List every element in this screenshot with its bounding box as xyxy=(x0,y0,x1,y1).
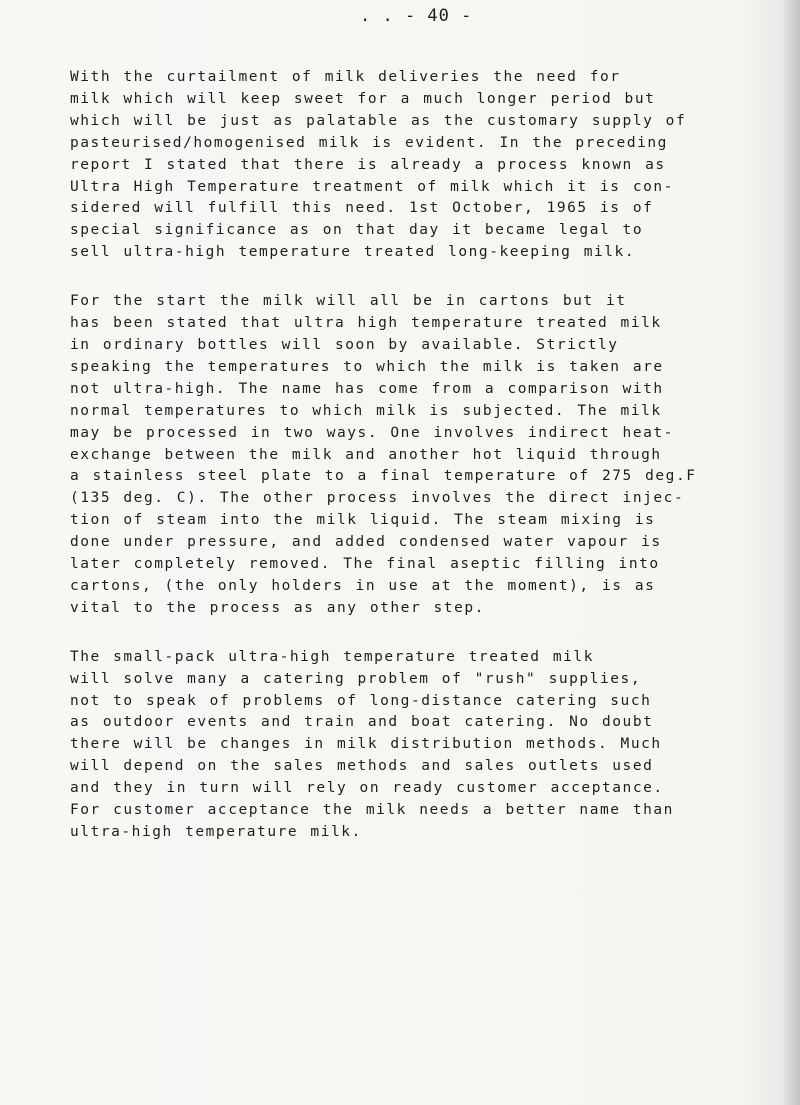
text-line: which will be just as palatable as the customary supply of xyxy=(70,112,687,129)
text-line: For customer acceptance the milk needs a better name than xyxy=(70,802,674,819)
text-line: ultra-high temperature milk. xyxy=(70,824,362,840)
text-line: a stainless steel plate to a final temperature of 275 deg.F xyxy=(70,468,697,485)
text-line: not to speak of problems of long-distance catering such xyxy=(70,692,652,709)
text-line: special significance as on that day it became legal to xyxy=(70,222,644,239)
text-line: milk which will keep sweet for a much longer period but xyxy=(70,90,656,107)
text-line: done under pressure, and added condensed water vapour is xyxy=(70,534,662,551)
text-line: sidered will fulfill this need. 1st October, 1965 is of xyxy=(70,200,654,217)
text-line: has been stated that ultra high temperature treated milk xyxy=(70,315,662,332)
text-line: in ordinary bottles will soon by available. Strictly xyxy=(70,336,619,353)
text-line: later completely removed. The final aseptic filling into xyxy=(70,556,660,573)
text-line: cartons, (the only holders in use at the moment), is as xyxy=(70,577,656,594)
text-line: not ultra-high. The name has come from a comparison with xyxy=(70,380,664,397)
text-line: For the start the milk will all be in cartons but it xyxy=(70,293,627,310)
body-text xyxy=(70,67,760,871)
paragraph-processing-methods xyxy=(70,291,760,620)
text-line: will solve many a catering problem of "rush" supplies, xyxy=(70,670,642,687)
paragraph-small-pack-catering xyxy=(70,647,760,844)
text-line: and they in turn will rely on ready customer acceptance. xyxy=(70,780,664,797)
text-line: pasteurised/homogenised milk is evident. In the preceding xyxy=(70,134,668,151)
text-line: tion of steam into the milk liquid. The steam mixing is xyxy=(70,512,656,529)
paragraph-uht-introduction xyxy=(70,67,760,264)
text-line: (135 deg. C). The other process involves the direct injec- xyxy=(70,490,685,507)
text-line: sell ultra-high temperature treated long-keeping milk. xyxy=(70,244,636,261)
text-line: speaking the temperatures to which the milk is taken are xyxy=(70,358,664,375)
text-line: normal temperatures to which milk is subjected. The milk xyxy=(70,402,662,419)
text-line: The small-pack ultra-high temperature treated milk xyxy=(70,648,594,665)
text-line: Ultra High Temperature treatment of milk which it is con- xyxy=(70,178,674,195)
text-line: there will be changes in milk distribution methods. Much xyxy=(70,736,662,753)
text-line: report I stated that there is already a process known as xyxy=(70,156,666,173)
text-line: may be processed in two ways. One involves indirect heat- xyxy=(70,424,674,441)
text-line: With the curtailment of milk deliveries the need for xyxy=(70,69,621,85)
text-line: as outdoor events and train and boat catering. No doubt xyxy=(70,714,654,731)
text-line: vital to the process as any other step. xyxy=(70,599,485,616)
text-line: exchange between the milk and another hot liquid through xyxy=(70,446,662,463)
page-edge-shadow xyxy=(782,0,800,1105)
text-line: will depend on the sales methods and sales outlets used xyxy=(70,758,654,775)
page-number: . . - 40 - xyxy=(360,6,473,26)
